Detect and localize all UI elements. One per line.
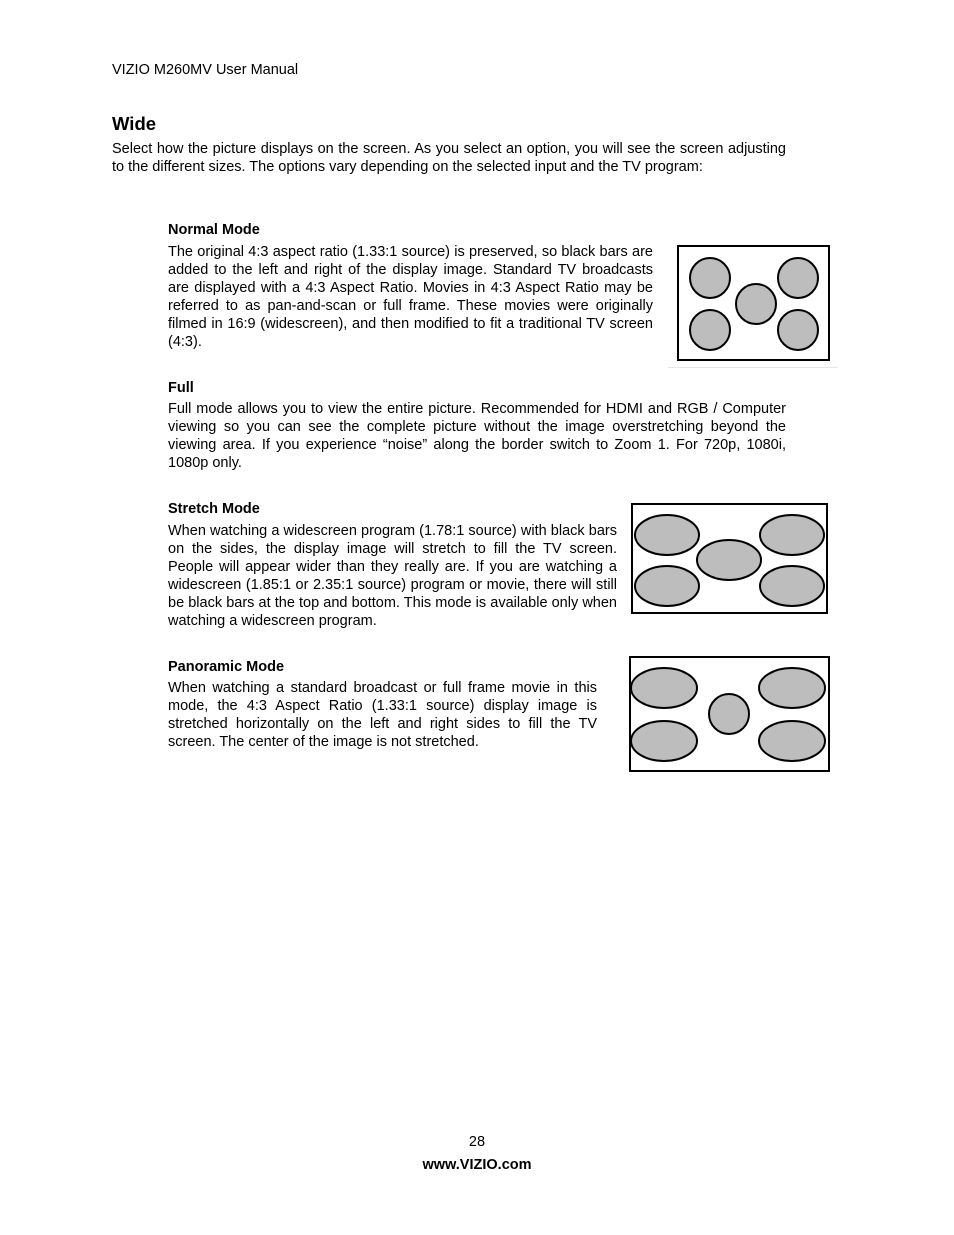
panoramic-mode-description: When watching a standard broadcast or full frame movie in this mode, the 4:3 Aspect Ratio (1.33:1 source) display image is stretched horizontally on the left and right sides to fill the TV screen. The center of the image is not stretched. [168, 680, 597, 750]
ellipse-shape [631, 668, 697, 708]
ellipse-shape [760, 566, 824, 606]
stretch-mode-description: When watching a widescreen program (1.78:1 source) with black bars on the sides, the display image will stretch to fill the TV screen. People will appear wider than they really are. If you are watching a widescreen (1.85:1 or 2.35:1 source) program or movie, there will still be black bars at the top and bottom. This mode is available only when watching a widescreen program. [168, 523, 617, 629]
ellipse-shape [760, 515, 824, 555]
panoramic-mode-illustration [629, 656, 830, 772]
circle-shape [778, 310, 818, 350]
ellipse-shape [635, 566, 699, 606]
normal-mode-description: The original 4:3 aspect ratio (1.33:1 source) is preserved, so black bars are added to the left and right of the display image. Standard TV broadcasts are displayed with a 4:3 Aspect Ratio. Movies in 4:3 Aspect Ratio may be referred to as pan-and-scan or full frame. These movies were originally filmed in 16:9 (widescreen), and then modified to fit a traditional TV screen (4:3). [168, 244, 653, 350]
ellipse-shape [697, 540, 761, 580]
footer-url: www.VIZIO.com [422, 1157, 532, 1173]
section-intro: Select how the picture displays on the screen. As you select an option, you will see the screen adjusting to the different sizes. The options vary depending on the selected input and the TV program: [112, 141, 786, 175]
circle-shape [778, 258, 818, 298]
normal-mode-illustration [677, 245, 830, 361]
section-title: Wide [112, 113, 157, 134]
ellipse-shape [759, 721, 825, 761]
full-mode-description: Full mode allows you to view the entire picture. Recommended for HDMI and RGB / Computer viewing so you can see the complete picture without the image overstretching beyond the viewing area. If you experience “noise” along the border switch to Zoom 1. For 720p, 1080i, 1080p only. [168, 401, 786, 471]
circle-shape [709, 694, 749, 734]
document-header: VIZIO M260MV User Manual [112, 62, 299, 78]
ellipse-shape [635, 515, 699, 555]
normal-mode-title: Normal Mode [168, 222, 260, 238]
ellipse-shape [631, 721, 697, 761]
stretch-mode-illustration [631, 503, 828, 614]
circle-shape [736, 284, 776, 324]
circle-shape [690, 310, 730, 350]
page-number: 28 [468, 1134, 486, 1150]
panoramic-mode-title: Panoramic Mode [168, 659, 285, 675]
ellipse-shape [759, 668, 825, 708]
stretch-mode-title: Stretch Mode [168, 501, 260, 517]
illustration-shadow [668, 367, 838, 368]
full-mode-title: Full [168, 380, 194, 396]
circle-shape [690, 258, 730, 298]
